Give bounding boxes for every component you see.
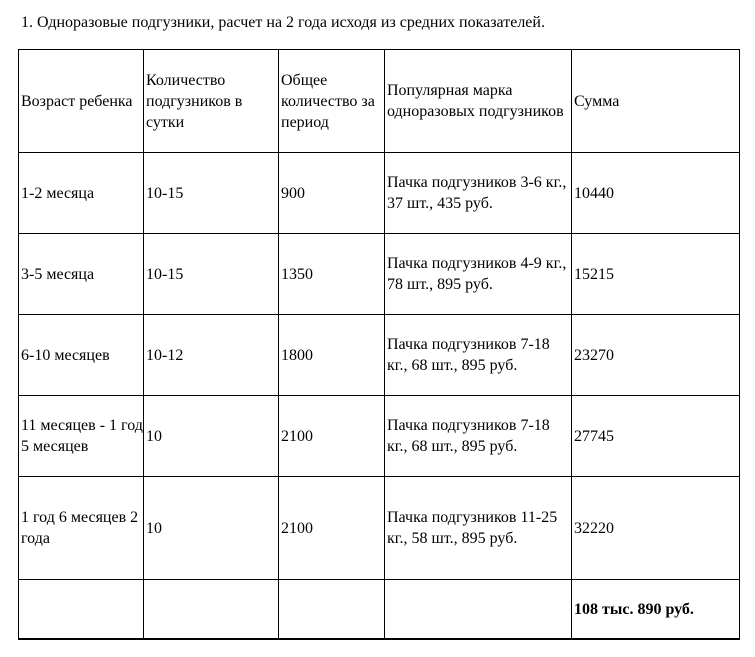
cell-brand: Пачка подгузников 7-18 кг., 68 шт., 895 руб. (385, 315, 572, 396)
total-empty-cell (19, 580, 144, 640)
table-row (19, 153, 740, 234)
cell-total-count: 2100 (279, 396, 385, 477)
cell-age: 1-2 месяца (19, 153, 144, 234)
cell-age: 11 месяцев - 1 год 5 месяцев (19, 396, 144, 477)
cell-brand: Пачка подгузников 11-25 кг., 58 шт., 895 руб. (385, 477, 572, 580)
cell-sum: 15215 (572, 234, 740, 315)
cell-sum: 10440 (572, 153, 740, 234)
header-cell-brand: Популярная марка одноразовых подгузников (385, 50, 572, 153)
cell-total-count: 2100 (279, 477, 385, 580)
total-empty-cell (144, 580, 279, 640)
cell-brand: Пачка подгузников 3-6 кг., 37 шт., 435 руб. (385, 153, 572, 234)
cell-sum: 27745 (572, 396, 740, 477)
cell-brand: Пачка подгузников 4-9 кг., 78 шт., 895 руб. (385, 234, 572, 315)
table-row (19, 315, 740, 396)
cell-per-day: 10 (144, 396, 279, 477)
table-total-row (19, 580, 740, 640)
cell-total-count: 1800 (279, 315, 385, 396)
table-header-row (19, 50, 740, 153)
cell-total-count: 1350 (279, 234, 385, 315)
cell-per-day: 10-15 (144, 234, 279, 315)
total-empty-cell (385, 580, 572, 640)
cell-age: 1 год 6 месяцев 2 года (19, 477, 144, 580)
table-row (19, 234, 740, 315)
header-cell-total-count: Общее количество за период (279, 50, 385, 153)
header-cell-age: Возраст ребенка (19, 50, 144, 153)
cell-age: 6-10 месяцев (19, 315, 144, 396)
document-heading: 1. Одноразовые подгузники, расчет на 2 года исходя из средних показателей. (21, 14, 545, 31)
cell-age: 3-5 месяца (19, 234, 144, 315)
header-cell-sum: Сумма (572, 50, 740, 153)
header-cell-per-day: Количество подгузников в сутки (144, 50, 279, 153)
cell-per-day: 10-15 (144, 153, 279, 234)
total-sum: 108 тыс. 890 руб. (572, 580, 740, 640)
table-row (19, 396, 740, 477)
cell-per-day: 10 (144, 477, 279, 580)
table-row (19, 477, 740, 580)
diaper-cost-table (18, 49, 740, 640)
total-empty-cell (279, 580, 385, 640)
cell-total-count: 900 (279, 153, 385, 234)
cell-per-day: 10-12 (144, 315, 279, 396)
cell-sum: 32220 (572, 477, 740, 580)
cell-brand: Пачка подгузников 7-18 кг., 68 шт., 895 руб. (385, 396, 572, 477)
cell-sum: 23270 (572, 315, 740, 396)
